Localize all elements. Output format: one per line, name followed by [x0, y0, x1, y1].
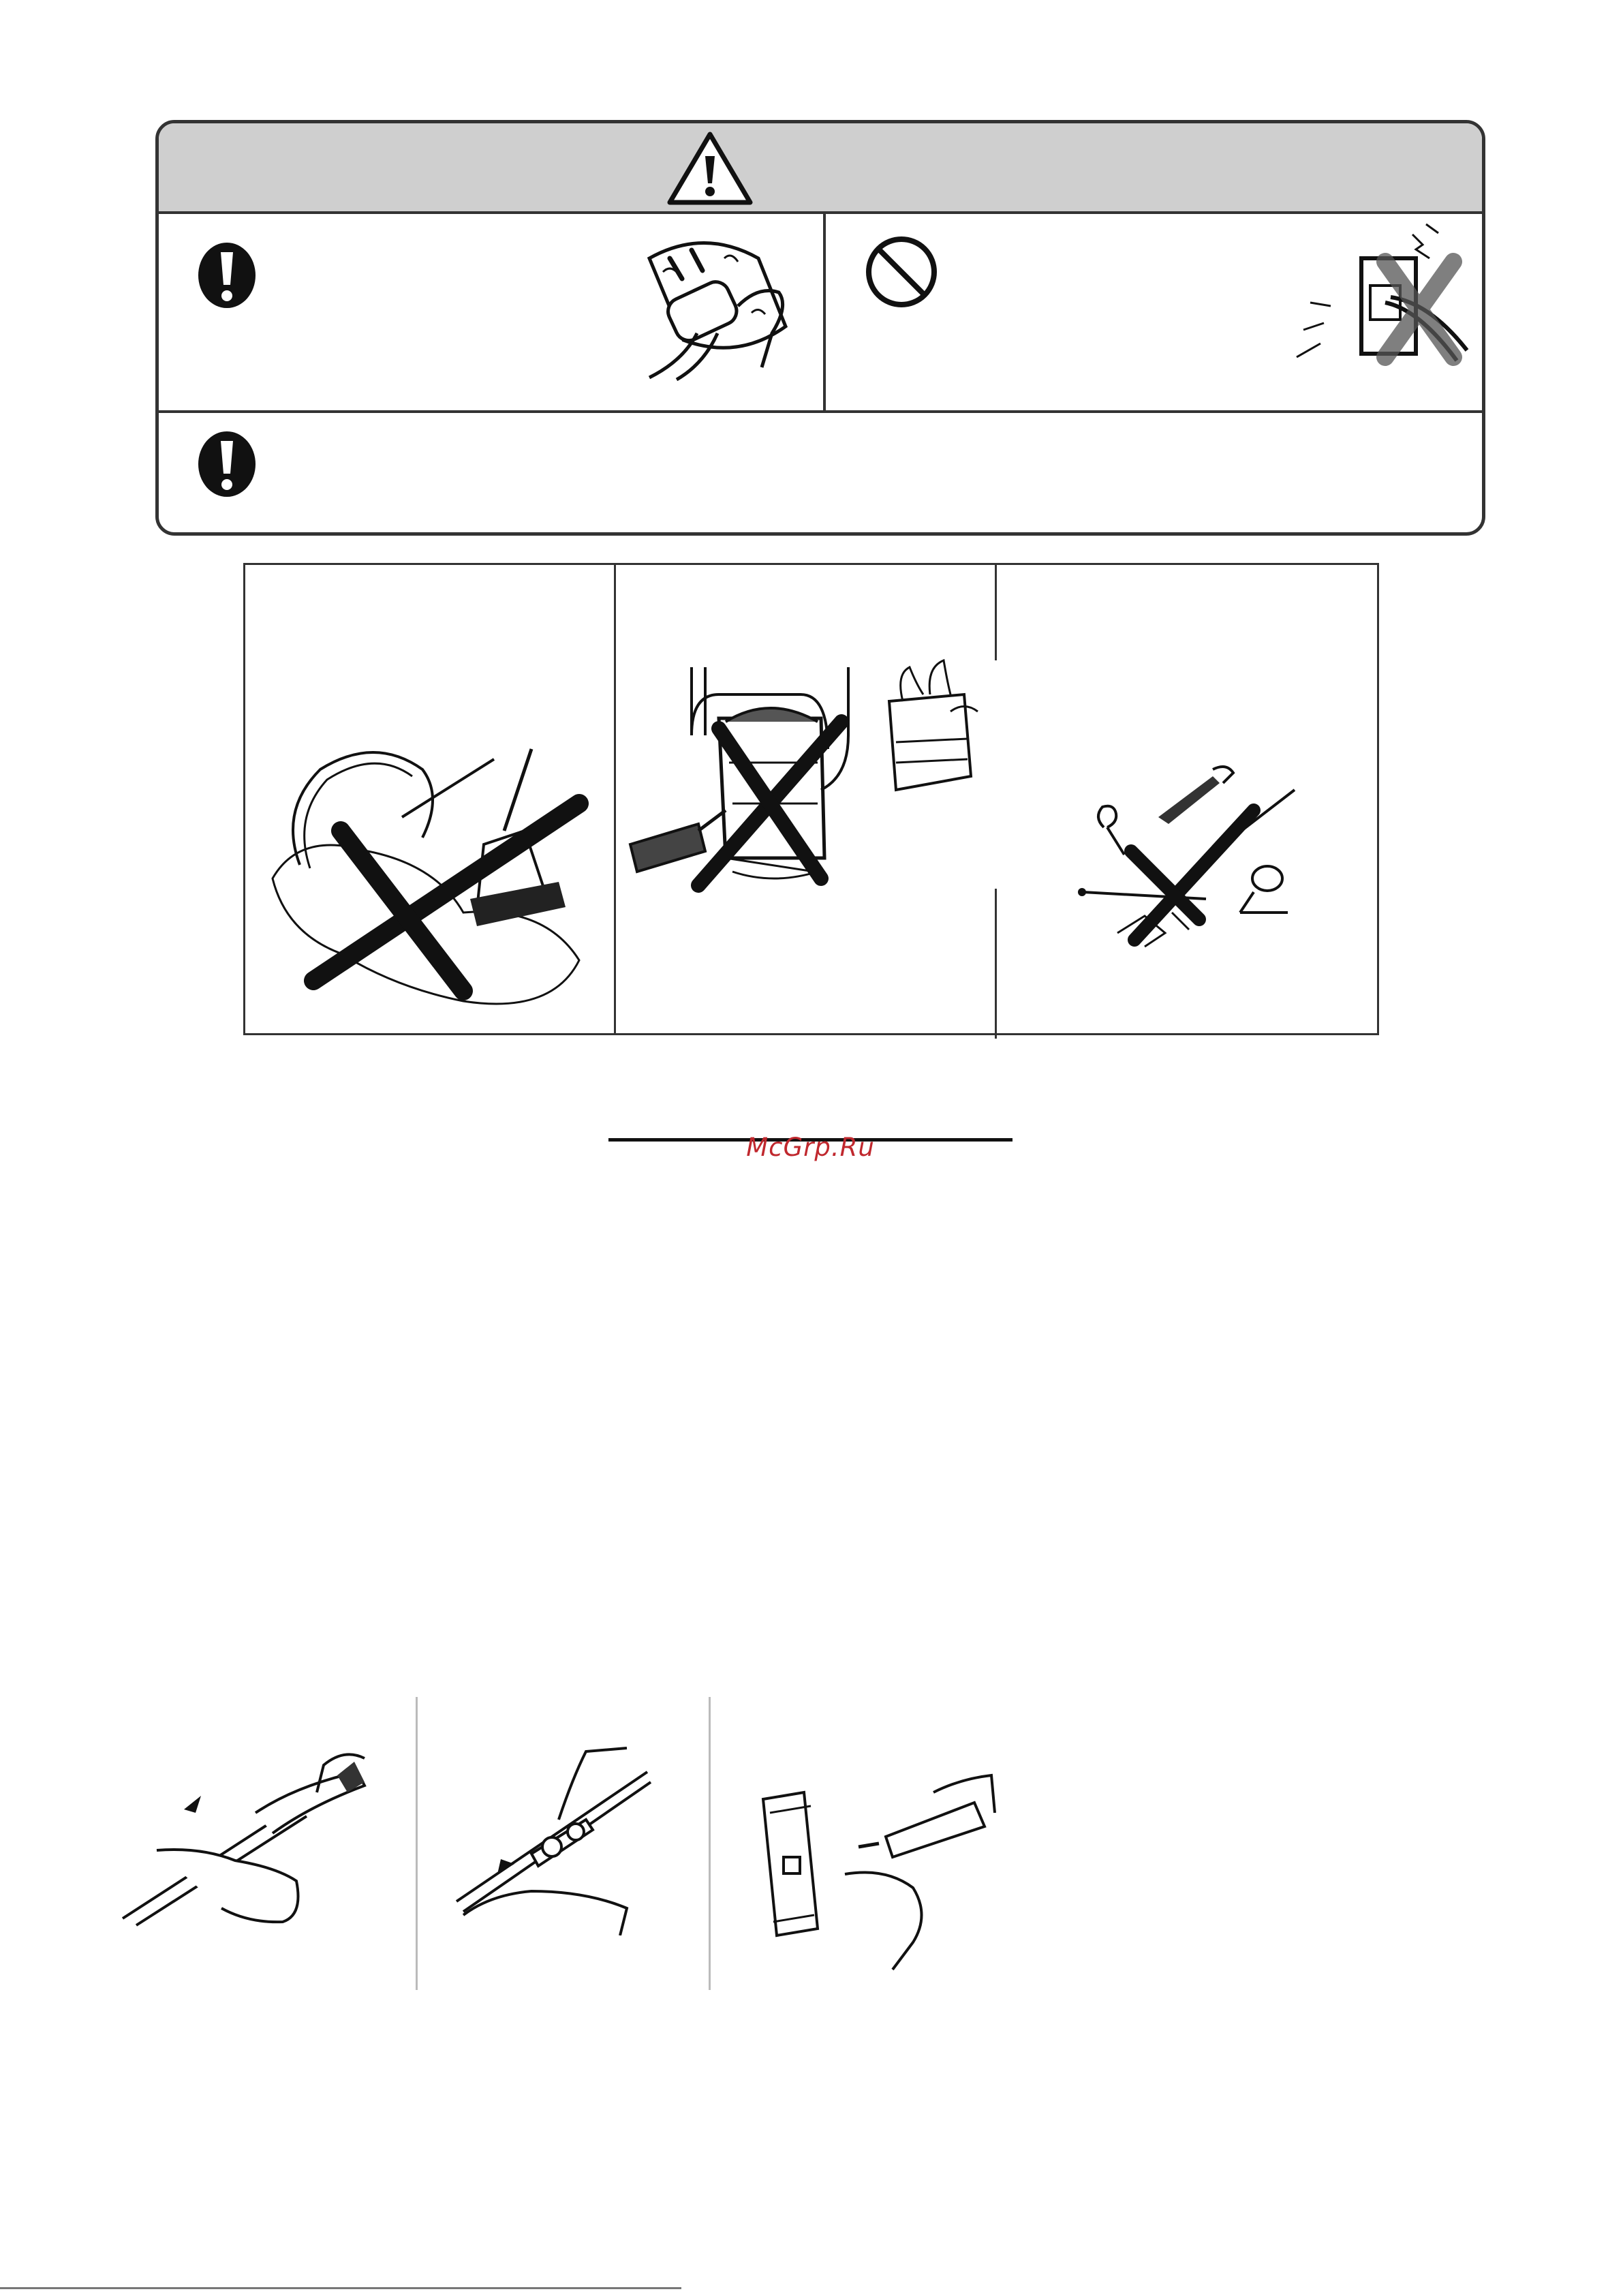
no-liquid-illustration: [259, 729, 600, 1028]
panel-divider: [614, 565, 616, 1033]
no-heat-illustration: [623, 654, 985, 919]
panel-divider: [995, 565, 997, 660]
tube-connection-illustration: [450, 1745, 654, 1935]
mandatory-exclamation-icon: [196, 241, 258, 309]
assembly-divider: [709, 1697, 711, 1990]
no-sharp-objects-illustration: [1070, 742, 1329, 953]
watermark: McGrp.Ru: [746, 1133, 875, 1162]
row-1-divider: [823, 214, 826, 410]
brush-nozzle-attach-illustration: [756, 1772, 1002, 1976]
warning-header: [159, 123, 1482, 214]
prohibition-panel: [243, 563, 1379, 1035]
hose-handle-assembly-illustration: [119, 1745, 378, 1929]
plug-cleaning-illustration: [622, 231, 799, 381]
panel-divider: [995, 889, 997, 1039]
mandatory-exclamation-icon: [196, 430, 258, 498]
bottom-rule: [0, 2287, 681, 2289]
prohibited-circle-icon: [864, 234, 939, 309]
warning-triangle-icon: [666, 130, 754, 206]
warning-box: [155, 120, 1485, 536]
warning-row-2: [159, 413, 1482, 536]
assembly-divider: [416, 1697, 418, 1990]
damaged-socket-illustration: [1283, 221, 1474, 378]
warning-row-1: [159, 214, 1482, 413]
